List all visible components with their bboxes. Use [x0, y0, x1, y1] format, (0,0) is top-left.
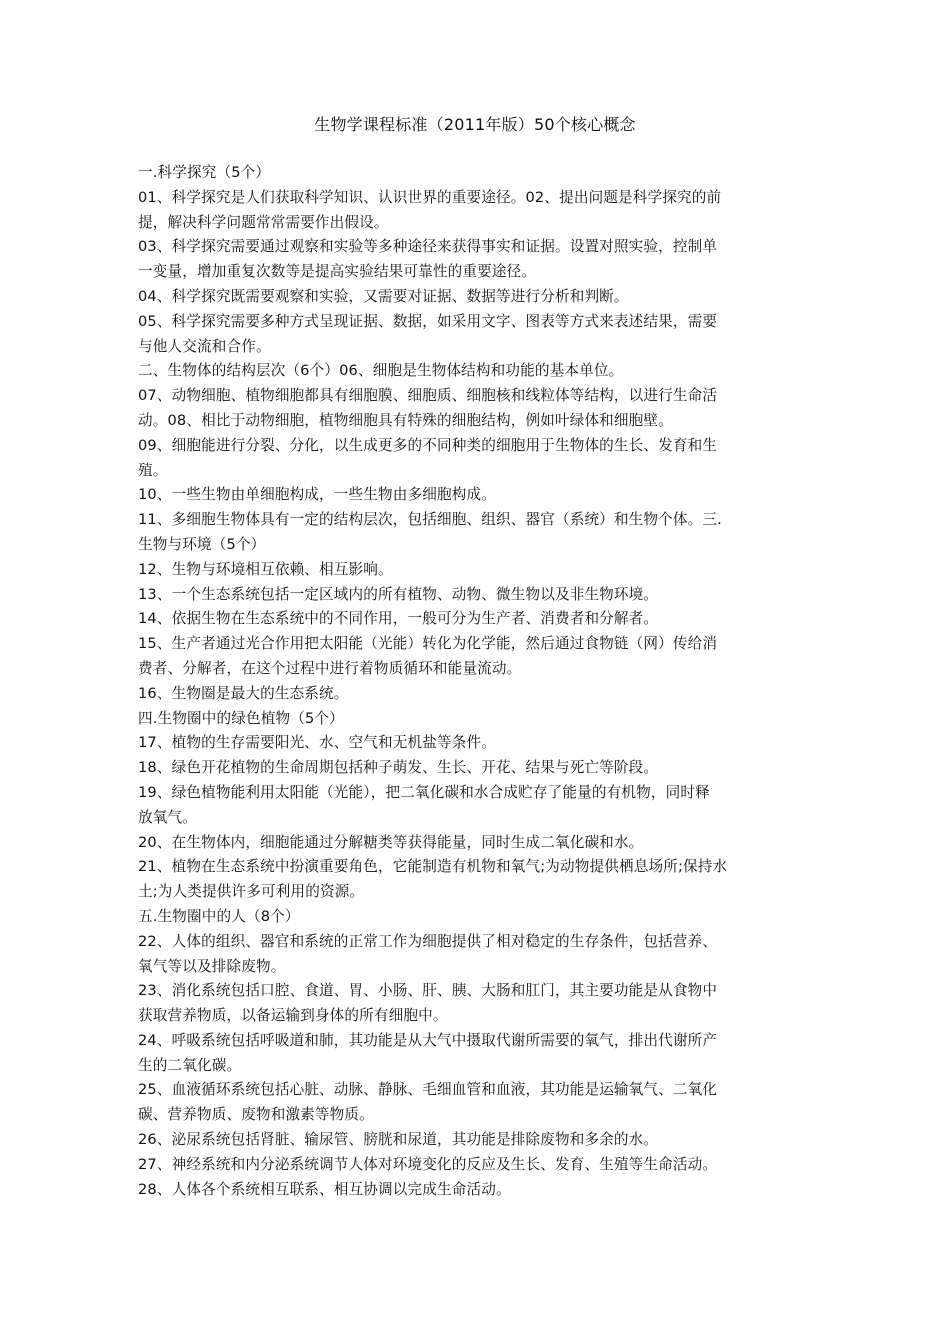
text-line: 费者、分解者，在这个过程中进行着物质循环和能量流动。	[138, 659, 522, 677]
text-line: 与他人交流和合作。	[138, 337, 271, 355]
text-line: 动。08、相比于动物细胞，植物细胞具有特殊的细胞结构，例如叶绿体和细胞壁。	[138, 411, 673, 429]
text-line: 放氧气。	[138, 808, 197, 826]
text-line: 16、生物圈是最大的生态系统。	[138, 684, 349, 702]
text-line: 18、绿色开花植物的生命周期包括种子萌发、生长、开花、结果与死亡等阶段。	[138, 759, 659, 777]
text-line: 二、生物体的结构层次（6个）06、细胞是生物体结构和功能的基本单位。	[138, 362, 624, 380]
document-title: 生物学课程标准（2011年版）50个核心概念	[314, 115, 636, 134]
text-line: 04、科学探究既需要观察和实验，又需要对证据、数据等进行分析和判断。	[138, 287, 629, 305]
text-line: 01、科学探究是人们获取科学知识、认识世界的重要途径。02、提出问题是科学探究的前	[138, 188, 722, 206]
text-line: 土;为人类提供许多可利用的资源。	[138, 883, 365, 901]
text-line: 生的二氧化碳。	[138, 1056, 242, 1074]
text-line: 提，解决科学问题常常需要作出假设。	[138, 213, 389, 231]
text-line: 碳、营养物质、废物和激素等物质。	[138, 1106, 374, 1124]
text-line: 12、生物与环境相互依赖、相互影响。	[138, 560, 393, 578]
text-line: 五.生物圈中的人（8个）	[138, 907, 300, 925]
text-line: 一.科学探究（5个）	[138, 164, 271, 181]
text-line: 11、多细胞生物体具有一定的结构层次，包括细胞、组织、器官（系统）和生物个体。三.	[138, 511, 722, 529]
text-line: 四.生物圈中的绿色植物（5个）	[138, 709, 344, 727]
text-line: 21、植物在生态系统中扮演重要角色，它能制造有机物和氧气;为动物提供栖息场所;保持水	[138, 858, 728, 876]
text-line: 09、细胞能进行分裂、分化，以生成更多的不同种类的细胞用于生物体的生长、发育和生	[138, 436, 718, 454]
text-line: 07、动物细胞、植物细胞都具有细胞膜、细胞质、细胞核和线粒体等结构，以进行生命活	[138, 387, 718, 405]
text-line: 10、一些生物由单细胞构成，一些生物由多细胞构成。	[138, 486, 496, 504]
text-line: 22、人体的组织、器官和系统的正常工作为细胞提供了相对稳定的生存条件，包括营养、	[138, 932, 718, 950]
text-line: 03、科学探究需要通过观察和实验等多种途径来获得事实和证据。设置对照实验，控制单	[138, 238, 718, 256]
text-line: 17、植物的生存需要阳光、水、空气和无机盐等条件。	[138, 734, 496, 752]
document-body	[138, 161, 814, 1202]
text-line: 殖。	[138, 461, 168, 479]
text-line: 一变量，增加重复次数等是提高实验结果可靠性的重要途径。	[138, 263, 537, 281]
text-line: 19、绿色植物能利用太阳能（光能），把二氧化碳和水合成贮存了能量的有机物，同时释	[138, 783, 710, 801]
text-line: 25、血液循环系统包括心脏、动脉、静脉、毛细血管和血液，其功能是运输氧气、二氧化	[138, 1081, 718, 1099]
text-line: 氧气等以及排除废物。	[138, 957, 286, 975]
text-line: 14、依据生物在生态系统中的不同作用，一般可分为生产者、消费者和分解者。	[138, 610, 659, 628]
text-line: 27、神经系统和内分泌系统调节人体对环境变化的反应及生长、发育、生殖等生命活动。	[138, 1155, 718, 1173]
text-line: 26、泌尿系统包括肾脏、输尿管、膀胱和尿道，其功能是排除废物和多余的水。	[138, 1131, 659, 1149]
text-line: 05、科学探究需要多种方式呈现证据、数据，如采用文字、图表等方式来表述结果，需要	[138, 312, 718, 330]
text-line: 13、一个生态系统包括一定区域内的所有植物、动物、微生物以及非生物环境。	[138, 585, 659, 603]
text-line: 生物与环境（5个）	[138, 535, 266, 553]
text-line: 获取营养物质，以备运输到身体的所有细胞中。	[138, 1007, 448, 1025]
text-line: 20、在生物体内，细胞能通过分解糖类等获得能量，同时生成二氧化碳和水。	[138, 833, 644, 851]
text-line: 24、呼吸系统包括呼吸道和肺，其功能是从大气中摄取代谢所需要的氧气，排出代谢所产	[138, 1031, 718, 1049]
text-line: 28、人体各个系统相互联系、相互协调以完成生命活动。	[138, 1180, 511, 1198]
text-line: 15、生产者通过光合作用把太阳能（光能）转化为化学能，然后通过食物链（网）传给消	[138, 635, 718, 653]
text-line: 23、消化系统包括口腔、食道、胃、小肠、肝、胰、大肠和肛门，其主要功能是从食物中	[138, 982, 718, 1000]
